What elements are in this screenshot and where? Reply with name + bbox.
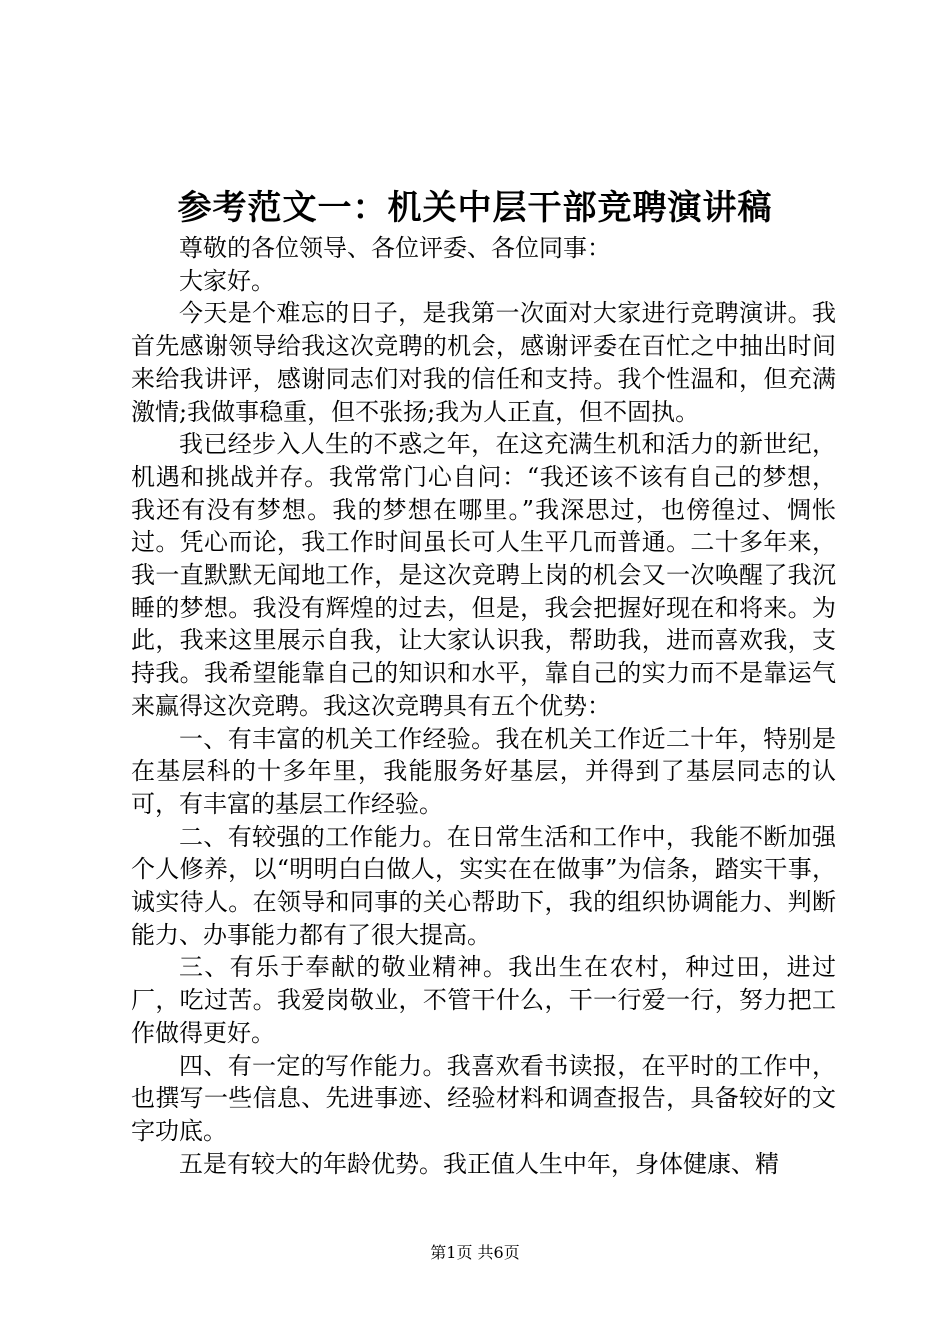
paragraph: 三、有乐于奉献的敬业精神。我出生在农村，种过田，进过厂，吃过苦。我爱岗敬业，不管干什么，干一行爱一行，努力把工作做得更好。 — [131, 953, 836, 1047]
paragraph: 五是有较大的年龄优势。我正值人生中年，身体健康、精 — [179, 1149, 779, 1178]
paragraph: 一、有丰富的机关工作经验。我在机关工作近二十年，特别是在基层科的十多年里，我能服务好基层，并得到了基层同志的认可，有丰富的基层工作经验。 — [131, 724, 836, 818]
paragraph: 今天是个难忘的日子，是我第一次面对大家进行竞聘演讲。我首先感谢领导给我这次竞聘的机会，感谢评委在百忙之中抽出时间来给我讲评，感谢同志们对我的信任和支持。我个性温和，但充满激情;我做事稳重，但不张扬;我为人正直，但不固执。 — [131, 299, 836, 426]
paragraph: 二、有较强的工作能力。在日常生活和工作中，我能不断加强个人修养，以“明明白白做人，实实在在做事”为信条，踏实干事，诚实待人。在领导和同事的关心帮助下，我的组织协调能力、判断能力、办事能力都有了很大提高。 — [131, 822, 836, 949]
page-footer: 第1页 共6页 — [430, 1243, 520, 1262]
salutation: 尊敬的各位领导、各位评委、各位同事： — [179, 234, 611, 262]
greeting: 大家好。 — [179, 266, 275, 295]
paragraph: 我已经步入人生的不惑之年，在这充满生机和活力的新世纪，机遇和挑战并存。我常常门心自问：“我还该不该有自己的梦想，我还有没有梦想。我的梦想在哪里。”我深思过，也傍徨过、惆怅过。凭心而论，我工作时间虽长可人生平几而普通。二十多年来，我一直默默无闻地工作，是这次竞聘上岗的机会又一次唤醒了我沉睡的梦想。我没有辉煌的过去，但是，我会把握好现在和将来。为此，我来这里展示自我，让大家认识我，帮助我，进而喜欢我，支持我。我希望能靠自己的知识和水平，靠自己的实力而不是靠运气来赢得这次竞聘。我这次竞聘具有五个优势： — [131, 430, 836, 720]
document-body — [131, 232, 836, 1180]
paragraph: 四、有一定的写作能力。我喜欢看书读报，在平时的工作中，也撰写一些信息、先进事迹、经验材料和调查报告，具备较好的文字功底。 — [131, 1051, 836, 1145]
document-title: 参考范文一：机关中层干部竞聘演讲稿 — [177, 188, 773, 228]
